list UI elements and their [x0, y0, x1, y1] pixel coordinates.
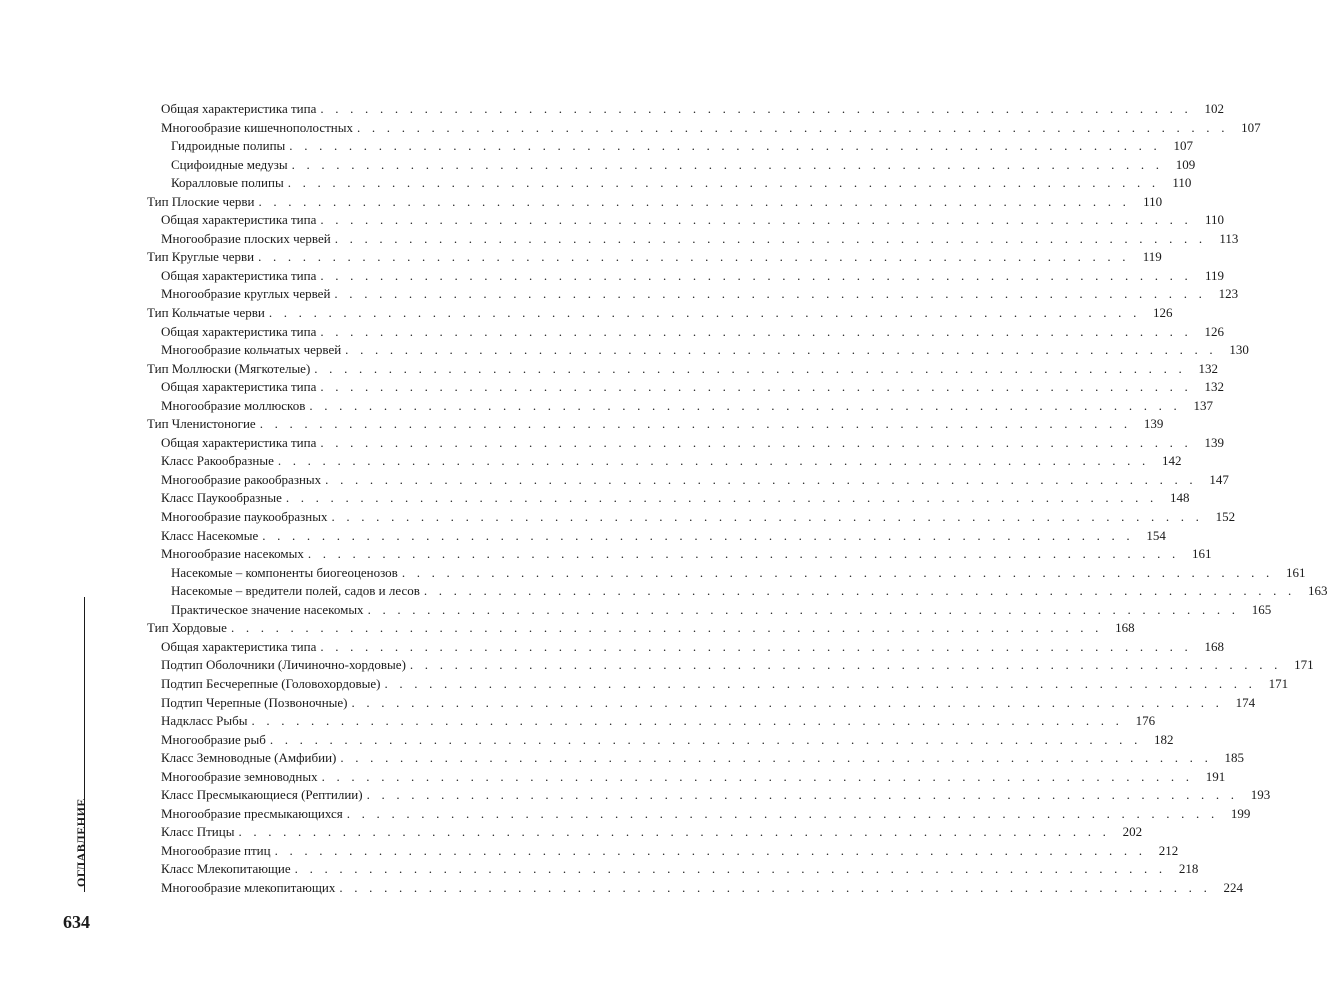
toc-entry-page: 107: [1173, 138, 1193, 154]
toc-entry-page: 130: [1229, 342, 1249, 358]
toc-entry-title: Общая характеристика типа: [161, 638, 317, 654]
page-number: 634: [63, 912, 90, 932]
toc-entry[interactable]: [147, 137, 1193, 156]
toc-entry[interactable]: [147, 545, 1212, 564]
toc-entry[interactable]: [147, 731, 1174, 750]
toc-entry-title: Многообразие рыб: [161, 731, 266, 747]
toc-entry-page: 152: [1215, 509, 1236, 525]
toc-entry-title: Насекомые – компоненты биогеоценозов: [171, 564, 398, 580]
toc-entry-page: 113: [1219, 230, 1239, 246]
toc-entry-page: 202: [1122, 824, 1143, 840]
toc-entry-title: Класс Ракообразные: [161, 453, 274, 469]
dot-leader: . . . . . . . . . . . . . . . . . . . . . . . . . . . . . . . . . . . . . . . . . . . . . . . . . . . . . . . . . . .: [384, 675, 1257, 691]
toc-entry-page: 119: [1204, 267, 1225, 283]
toc-entry-page: 171: [1294, 657, 1314, 673]
toc-entry[interactable]: [147, 842, 1179, 861]
toc-entry[interactable]: [147, 768, 1226, 787]
toc-entry-title: Тип Кольчатые черви: [147, 305, 265, 321]
toc-entry-page: 110: [1143, 193, 1163, 209]
toc-entry-title: Многообразие круглых червей: [161, 286, 331, 302]
toc-entry-title: Многообразие пресмыкающихся: [161, 805, 343, 821]
toc-entry-page: 142: [1162, 453, 1182, 469]
dot-leader: . . . . . . . . . . . . . . . . . . . . . . . . . . . . . . . . . . . . . . . . . . . . . . . . . . . . . . . . . . .: [320, 323, 1193, 339]
toc-entry[interactable]: [147, 489, 1190, 508]
toc-entry-title: Общая характеристика типа: [161, 434, 317, 450]
toc-entry-page: 102: [1204, 101, 1225, 116]
toc-entry[interactable]: [147, 638, 1225, 657]
dot-leader: . . . . . . . . . . . . . . . . . . . . . . . . . . . . . . . . . . . . . . . . . . . . . . . . . . . . . . . . . . .: [294, 861, 1167, 877]
dot-leader: . . . . . . . . . . . . . . . . . . . . . . . . . . . . . . . . . . . . . . . . . . . . . . . . . . . . . . . . . . .: [320, 101, 1193, 116]
dot-leader: . . . . . . . . . . . . . . . . . . . . . . . . . . . . . . . . . . . . . . . . . . . . . . . . . . . . . . . . . . .: [259, 416, 1132, 432]
dot-leader: . . . . . . . . . . . . . . . . . . . . . . . . . . . . . . . . . . . . . . . . . . . . . . . . . . . . . . . . . . .: [307, 546, 1180, 562]
toc-entry-title: Многообразие паукообразных: [161, 509, 328, 525]
toc-entry-page: 165: [1251, 601, 1272, 617]
toc-entry-title: Насекомые – вредители полей, садов и лесов: [171, 583, 420, 599]
dot-leader: . . . . . . . . . . . . . . . . . . . . . . . . . . . . . . . . . . . . . . . . . . . . . . . . . . . . . . . . . . .: [366, 787, 1239, 803]
dot-leader: . . . . . . . . . . . . . . . . . . . . . . . . . . . . . . . . . . . . . . . . . . . . . . . . . . . . . . . . . . .: [238, 824, 1111, 840]
toc-entry[interactable]: [147, 452, 1182, 471]
toc-entry[interactable]: [147, 341, 1249, 360]
table-of-contents: [147, 100, 1328, 898]
toc-entry-page: 123: [1218, 286, 1239, 302]
toc-entry-page: 132: [1198, 360, 1218, 376]
dot-leader: . . . . . . . . . . . . . . . . . . . . . . . . . . . . . . . . . . . . . . . . . . . . . . . . . . . . . . . . . . .: [287, 175, 1160, 191]
toc-entry-page: 199: [1230, 805, 1251, 821]
dot-leader: . . . . . . . . . . . . . . . . . . . . . . . . . . . . . . . . . . . . . . . . . . . . . . . . . . . . . . . . . . .: [277, 453, 1150, 469]
toc-entry-page: 171: [1268, 675, 1289, 691]
dot-leader: . . . . . . . . . . . . . . . . . . . . . . . . . . . . . . . . . . . . . . . . . . . . . . . . . . . . . . . . . . .: [320, 379, 1193, 395]
toc-entry[interactable]: [147, 156, 1196, 175]
dot-leader: . . . . . . . . . . . . . . . . . . . . . . . . . . . . . . . . . . . . . . . . . . . . . . . . . . . . . . . . . . .: [334, 230, 1207, 246]
toc-entry-title: Тип Моллюски (Мягкотелые): [147, 360, 311, 376]
toc-entry-page: 107: [1241, 119, 1261, 135]
toc-entry-title: Класс Птицы: [161, 824, 235, 840]
toc-entry[interactable]: [147, 823, 1143, 842]
toc-entry-title: Класс Паукообразные: [161, 490, 282, 506]
toc-entry-title: Общая характеристика типа: [161, 267, 317, 283]
toc-entry-title: Коралловые полипы: [171, 175, 284, 191]
dot-leader: . . . . . . . . . . . . . . . . . . . . . . . . . . . . . . . . . . . . . . . . . . . . . . . . . . . . . . . . . . .: [340, 750, 1213, 766]
section-label: ОГЛАВЛЕНИЕ: [74, 798, 88, 887]
toc-entry-title: Тип Хордовые: [147, 620, 227, 636]
toc-entry-title: Класс Пресмыкающиеся (Рептилии): [161, 787, 363, 803]
toc-entry[interactable]: [147, 211, 1225, 230]
dot-leader: . . . . . . . . . . . . . . . . . . . . . . . . . . . . . . . . . . . . . . . . . . . . . . . . . . . . . . . . . . .: [320, 434, 1193, 450]
toc-entry-title: Общая характеристика типа: [161, 101, 317, 116]
toc-entry-page: 176: [1135, 713, 1156, 729]
toc-entry[interactable]: [147, 564, 1306, 583]
toc-entry-title: Общая характеристика типа: [161, 212, 317, 228]
dot-leader: . . . . . . . . . . . . . . . . . . . . . . . . . . . . . . . . . . . . . . . . . . . . . . . . . . . . . . . . . . .: [289, 138, 1161, 154]
dot-leader: . . . . . . . . . . . . . . . . . . . . . . . . . . . . . . . . . . . . . . . . . . . . . . . . . . . . . . . . . . .: [258, 193, 1131, 209]
toc-entry-title: Подтип Оболочники (Личиночно-хордовые): [161, 657, 406, 673]
toc-entry[interactable]: [147, 119, 1261, 138]
toc-entry-title: Сцифоидные медузы: [171, 156, 288, 172]
dot-leader: . . . . . . . . . . . . . . . . . . . . . . . . . . . . . . . . . . . . . . . . . . . . . . . . . . . . . . . . . . .: [401, 564, 1274, 580]
dot-leader: . . . . . . . . . . . . . . . . . . . . . . . . . . . . . . . . . . . . . . . . . . . . . . . . . . . . . . . . . . .: [320, 267, 1193, 283]
toc-entry[interactable]: [147, 230, 1239, 249]
toc-entry-title: Гидроидные полипы: [171, 138, 286, 154]
toc-entry-page: 168: [1115, 620, 1135, 636]
toc-entry[interactable]: [147, 323, 1225, 342]
dot-leader: . . . . . . . . . . . . . . . . . . . . . . . . . . . . . . . . . . . . . . . . . . . . . . . . . . . . . . . . . . .: [320, 638, 1193, 654]
dot-leader: . . . . . . . . . . . . . . . . . . . . . . . . . . . . . . . . . . . . . . . . . . . . . . . . . . . . . . . . . . .: [334, 286, 1207, 302]
toc-entry[interactable]: [147, 434, 1225, 453]
toc-entry-title: Подтип Бесчерепные (Головохордовые): [161, 675, 381, 691]
toc-entry-title: Многообразие кольчатых червей: [161, 342, 342, 358]
toc-entry-page: 191: [1205, 768, 1226, 784]
dot-leader: . . . . . . . . . . . . . . . . . . . . . . . . . . . . . . . . . . . . . . . . . . . . . . . . . . . . . . . . . . .: [346, 805, 1219, 821]
toc-entry-page: 193: [1250, 787, 1271, 803]
dot-leader: . . . . . . . . . . . . . . . . . . . . . . . . . . . . . . . . . . . . . . . . . . . . . . . . . . . . . . . . . . .: [262, 527, 1134, 543]
toc-entry[interactable]: [147, 267, 1225, 286]
toc-entry-page: 132: [1204, 379, 1225, 395]
toc-entry[interactable]: [147, 285, 1239, 304]
toc-entry-page: 147: [1209, 471, 1229, 487]
toc-entry[interactable]: [147, 471, 1229, 490]
dot-leader: . . . . . . . . . . . . . . . . . . . . . . . . . . . . . . . . . . . . . . . . . . . . . . . . . . . . . . . . . . .: [325, 471, 1197, 487]
dot-leader: . . . . . . . . . . . . . . . . . . . . . . . . . . . . . . . . . . . . . . . . . . . . . . . . . . . . . . . . . . .: [230, 620, 1103, 636]
dot-leader: . . . . . . . . . . . . . . . . . . . . . . . . . . . . . . . . . . . . . . . . . . . . . . . . . . . . . . . . . . .: [251, 713, 1124, 729]
dot-leader: . . . . . . . . . . . . . . . . . . . . . . . . . . . . . . . . . . . . . . . . . . . . . . . . . . . . . . . . . . .: [331, 509, 1204, 525]
toc-entry[interactable]: [147, 378, 1225, 397]
dot-leader: . . . . . . . . . . . . . . . . . . . . . . . . . . . . . . . . . . . . . . . . . . . . . . . . . . . . . . . . . . .: [409, 657, 1282, 673]
toc-entry-page: 163: [1308, 583, 1328, 599]
toc-entry-title: Многообразие земноводных: [161, 768, 318, 784]
toc-entry-page: 119: [1142, 249, 1162, 265]
toc-entry-title: Класс Млекопитающие: [161, 861, 291, 877]
toc-entry-page: 139: [1143, 416, 1164, 432]
dot-leader: . . . . . . . . . . . . . . . . . . . . . . . . . . . . . . . . . . . . . . . . . . . . . . . . . . . . . . . . . . .: [345, 342, 1217, 358]
toc-entry-page: 148: [1170, 490, 1190, 506]
toc-entry[interactable]: [147, 860, 1199, 879]
toc-entry[interactable]: [147, 360, 1218, 379]
toc-entry-title: Подтип Черепные (Позвоночные): [161, 694, 348, 710]
dot-leader: . . . . . . . . . . . . . . . . . . . . . . . . . . . . . . . . . . . . . . . . . . . . . . . . . . . . . . . . . . .: [291, 156, 1164, 172]
toc-entry-page: 218: [1178, 861, 1199, 877]
toc-entry[interactable]: [147, 879, 1244, 898]
toc-entry[interactable]: [147, 248, 1162, 267]
dot-leader: . . . . . . . . . . . . . . . . . . . . . . . . . . . . . . . . . . . . . . . . . . . . . . . . . . . . . . . . . . .: [258, 249, 1130, 265]
toc-entry-page: 182: [1154, 731, 1174, 747]
dot-leader: . . . . . . . . . . . . . . . . . . . . . . . . . . . . . . . . . . . . . . . . . . . . . . . . . . . . . . . . . . .: [321, 768, 1194, 784]
toc-entry[interactable]: [147, 174, 1192, 193]
toc-entry[interactable]: [147, 397, 1213, 416]
toc-entry-page: 110: [1204, 212, 1225, 228]
toc-entry-page: 137: [1193, 397, 1213, 413]
toc-entry-page: 185: [1224, 750, 1245, 766]
toc-entry[interactable]: [147, 619, 1135, 638]
dot-leader: . . . . . . . . . . . . . . . . . . . . . . . . . . . . . . . . . . . . . . . . . . . . . . . . . . . . . . . . . . .: [320, 212, 1193, 228]
toc-entry[interactable]: [147, 712, 1156, 731]
toc-entry-title: Тип Плоские черви: [147, 193, 255, 209]
toc-entry-page: 168: [1204, 638, 1225, 654]
toc-entry[interactable]: [147, 675, 1289, 694]
toc-entry-page: 109: [1175, 156, 1196, 172]
dot-leader: . . . . . . . . . . . . . . . . . . . . . . . . . . . . . . . . . . . . . . . . . . . . . . . . . . . . . . . . . . .: [351, 694, 1224, 710]
dot-leader: . . . . . . . . . . . . . . . . . . . . . . . . . . . . . . . . . . . . . . . . . . . . . . . . . . . . . . . . . . .: [269, 731, 1142, 747]
toc-entry-page: 174: [1235, 694, 1256, 710]
toc-entry-page: 161: [1285, 564, 1306, 580]
toc-entry-title: Тип Круглые черви: [147, 249, 255, 265]
dot-leader: . . . . . . . . . . . . . . . . . . . . . . . . . . . . . . . . . . . . . . . . . . . . . . . . . . . . . . . . . . .: [314, 360, 1186, 376]
toc-entry-title: Класс Насекомые: [161, 527, 259, 543]
toc-entry-page: 110: [1172, 175, 1192, 191]
toc-entry-page: 212: [1158, 842, 1179, 858]
toc-entry-page: 224: [1223, 879, 1244, 895]
toc-entry-title: Многообразие ракообразных: [161, 471, 322, 487]
toc-entry-title: Многообразие моллюсков: [161, 397, 306, 413]
dot-leader: . . . . . . . . . . . . . . . . . . . . . . . . . . . . . . . . . . . . . . . . . . . . . . . . . . . . . . . . . . .: [285, 490, 1158, 506]
toc-entry-title: Многообразие насекомых: [161, 546, 304, 562]
toc-entry[interactable]: [147, 527, 1166, 546]
dot-leader: . . . . . . . . . . . . . . . . . . . . . . . . . . . . . . . . . . . . . . . . . . . . . . . . . . . . . . . . . . .: [268, 305, 1141, 321]
toc-entry[interactable]: [147, 749, 1245, 768]
dot-leader: . . . . . . . . . . . . . . . . . . . . . . . . . . . . . . . . . . . . . . . . . . . . . . . . . . . . . . . . . . .: [274, 842, 1147, 858]
toc-entry-title: Класс Земноводные (Амфибии): [161, 750, 337, 766]
dot-leader: . . . . . . . . . . . . . . . . . . . . . . . . . . . . . . . . . . . . . . . . . . . . . . . . . . . . . . . . . . .: [367, 601, 1240, 617]
dot-leader: . . . . . . . . . . . . . . . . . . . . . . . . . . . . . . . . . . . . . . . . . . . . . . . . . . . . . . . . . . .: [309, 397, 1181, 413]
toc-entry-title: Тип Членистоногие: [147, 416, 256, 432]
toc-entry[interactable]: [147, 304, 1173, 323]
dot-leader: . . . . . . . . . . . . . . . . . . . . . . . . . . . . . . . . . . . . . . . . . . . . . . . . . . . . . . . . . . .: [357, 119, 1229, 135]
toc-entry-page: 161: [1191, 546, 1212, 562]
toc-entry[interactable]: [147, 805, 1251, 824]
toc-entry[interactable]: [147, 100, 1225, 119]
toc-entry-title: Многообразие плоских червей: [161, 230, 331, 246]
toc-entry-title: Многообразие птиц: [161, 842, 271, 858]
toc-entry-title: Общая характеристика типа: [161, 379, 317, 395]
toc-entry-title: Практическое значение насекомых: [171, 601, 364, 617]
dot-leader: . . . . . . . . . . . . . . . . . . . . . . . . . . . . . . . . . . . . . . . . . . . . . . . . . . . . . . . . . . .: [339, 879, 1212, 895]
toc-entry-title: Многообразие кишечнополостных: [161, 119, 353, 135]
toc-entry[interactable]: [147, 786, 1271, 805]
toc-entry[interactable]: [147, 508, 1236, 527]
toc-entry-title: Многообразие млекопитающих: [161, 879, 336, 895]
toc-entry-title: Надкласс Рыбы: [161, 713, 248, 729]
toc-entry[interactable]: [147, 656, 1314, 675]
toc-entry-page: 154: [1146, 527, 1166, 543]
toc-entry-page: 139: [1204, 434, 1225, 450]
toc-entry-page: 126: [1204, 323, 1225, 339]
dot-leader: . . . . . . . . . . . . . . . . . . . . . . . . . . . . . . . . . . . . . . . . . . . . . . . . . . . . . . . . . . .: [423, 583, 1296, 599]
toc-entry[interactable]: [147, 601, 1272, 620]
toc-entry-title: Общая характеристика типа: [161, 323, 317, 339]
toc-entry-page: 126: [1153, 305, 1173, 321]
toc-entry[interactable]: [147, 582, 1328, 601]
toc-entry[interactable]: [147, 415, 1164, 434]
toc-entry[interactable]: [147, 694, 1256, 713]
toc-entry[interactable]: [147, 193, 1163, 212]
